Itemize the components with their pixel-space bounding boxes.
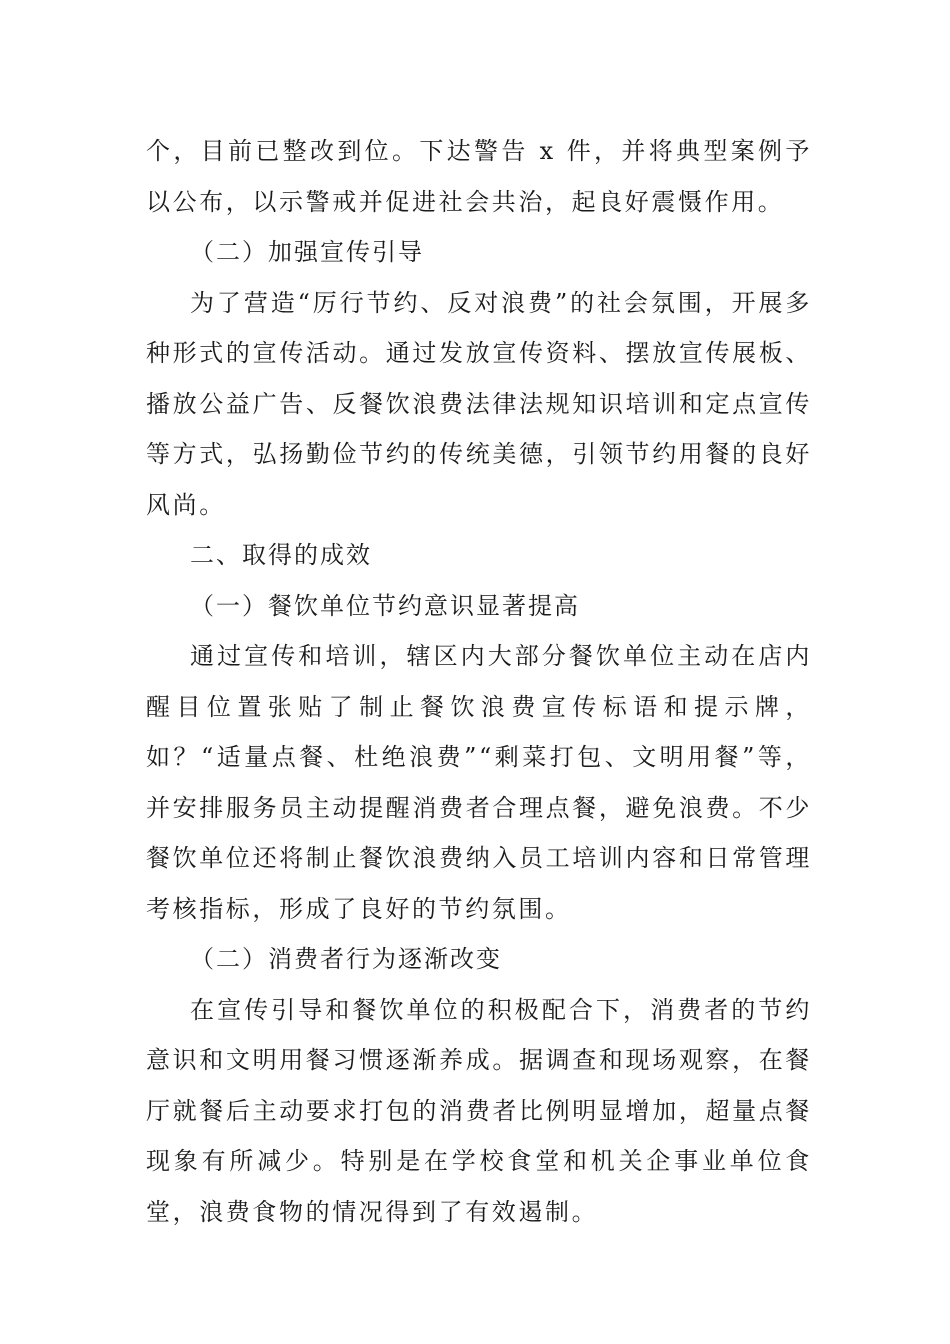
subheading-restaurant-awareness: （一）餐饮单位节约意识显著提高 xyxy=(190,591,580,620)
subheading-consumer-behavior: （二）消费者行为逐渐改变 xyxy=(190,945,502,973)
document-body xyxy=(146,126,812,1237)
section-heading-achievements: 二、取得的成效 xyxy=(190,541,372,569)
paragraph-publicity: 为了营造“厉行节约、反对浪费”的社会氛围，开展多种形式的宣传活动。通过发放宣传资料、摆放宣传展板、播放公益广告、反餐饮浪费法律法规知识培训和定点宣传等方式，弘扬勤俭节约的传统美德，引领节约用餐的良好风尚。 xyxy=(146,288,812,519)
paragraph-restaurant-awareness: 通过宣传和培训，辖区内大部分餐饮单位主动在店内醒目位置张贴了制止餐饮浪费宣传标语和提示牌，如？“适量点餐、杜绝浪费”“剩菜打包、文明用餐”等，并安排服务员主动提醒消费者合理点餐，避免浪费。不少餐饮单位还将制止餐饮浪费纳入员工培训内容和日常管理考核指标，形成了良好的节约氛围。 xyxy=(146,642,812,923)
paragraph-continuation: 个，目前已整改到位。下达警告 x 件，并将典型案例予以公布，以示警戒并促进社会共治，起良好震慑作用。 xyxy=(146,137,812,216)
paragraph-consumer-behavior: 在宣传引导和餐饮单位的积极配合下，消费者的节约意识和文明用餐习惯逐渐养成。据调查和现场观察，在餐厅就餐后主动要求打包的消费者比例明显增加，超量点餐现象有所减少。特别是在学校食堂和机关企事业单位食堂，浪费食物的情况得到了有效遏制。 xyxy=(146,995,812,1226)
subheading-publicity-guidance: （二）加强宣传引导 xyxy=(190,238,424,266)
